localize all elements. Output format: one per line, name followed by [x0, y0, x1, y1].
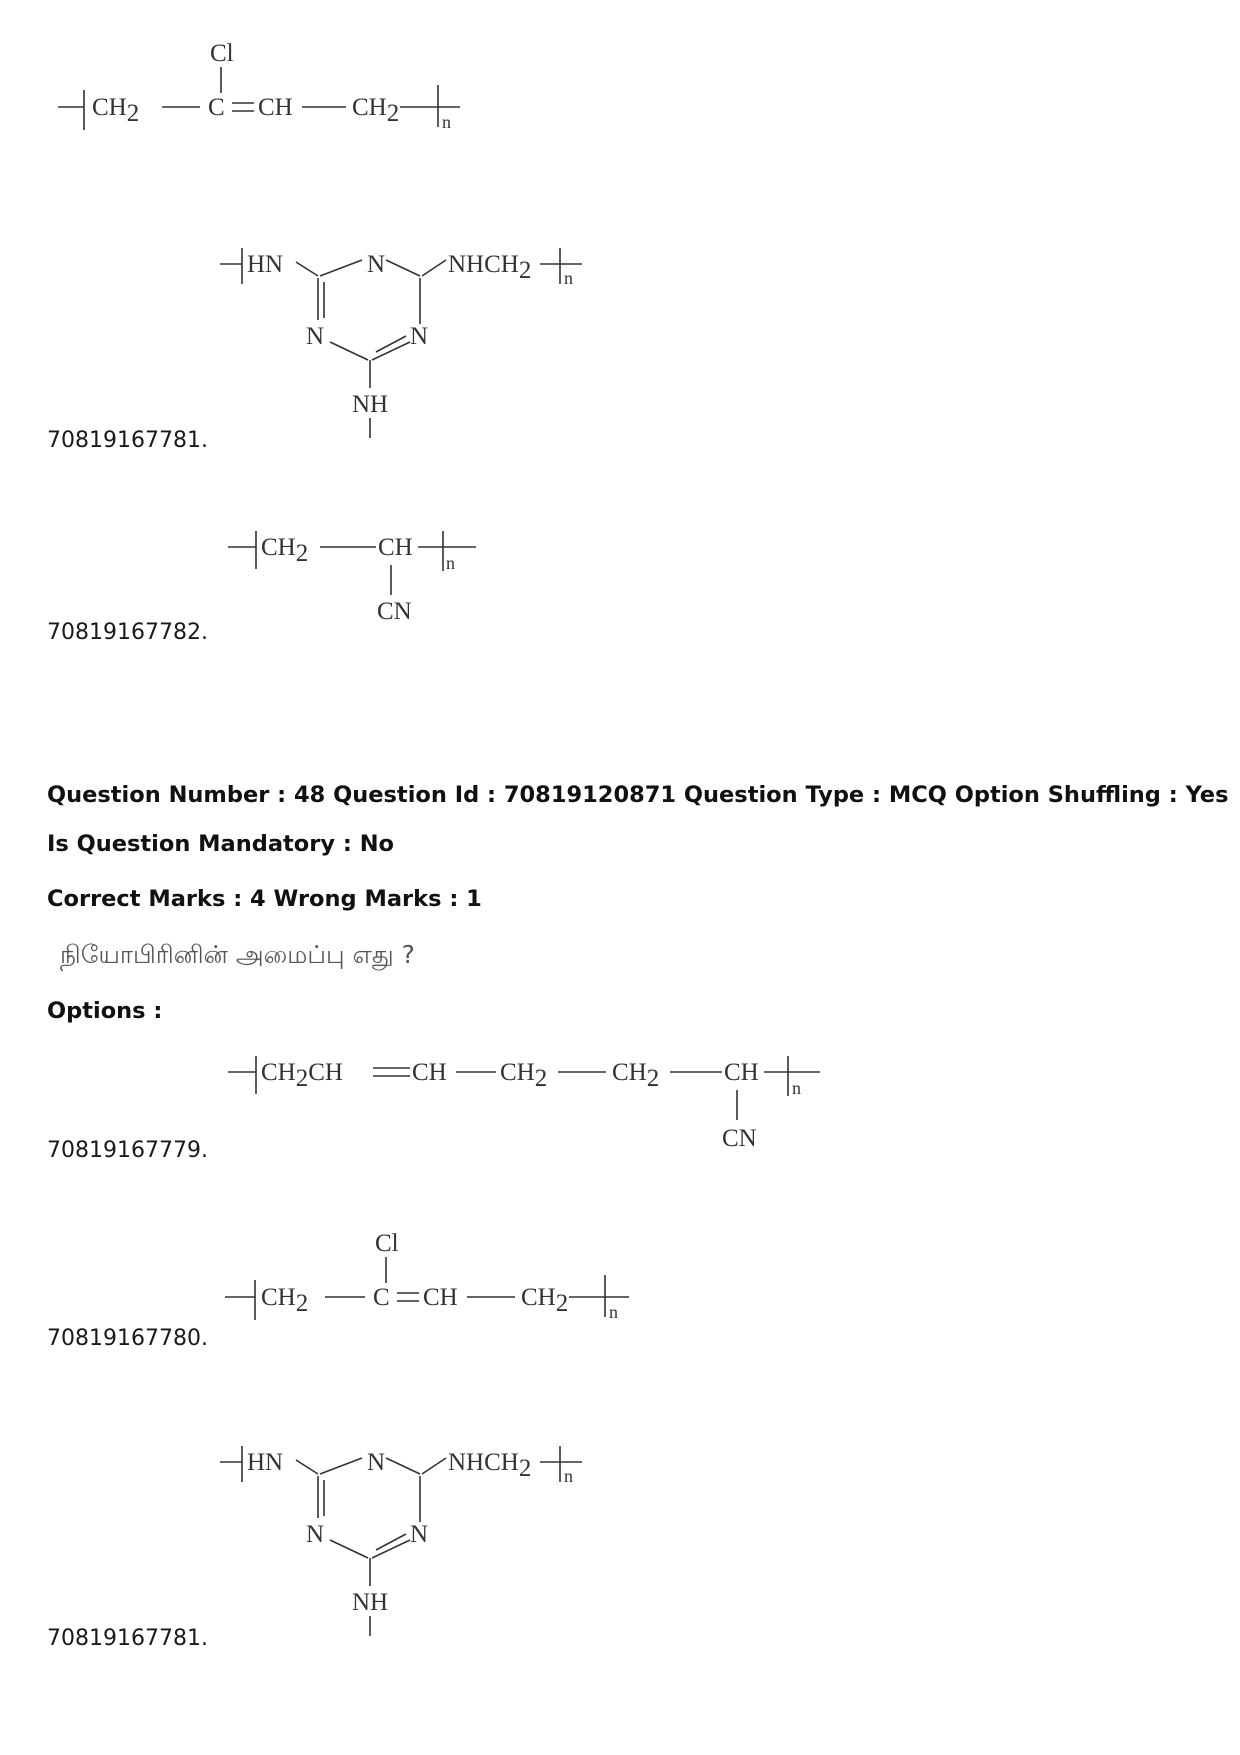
ch-label: CH	[258, 94, 293, 121]
cn-label: CN	[377, 598, 412, 625]
n-subscript: n	[792, 1078, 801, 1098]
ch-label: CH	[423, 1284, 458, 1311]
ch2-label-2: CH2	[352, 94, 400, 127]
option-id: 70819167782.	[47, 620, 208, 645]
ch2-label-2: CH2	[521, 1284, 569, 1317]
option-id: 70819167780.	[47, 1326, 208, 1351]
cn-label: CN	[722, 1125, 757, 1152]
option-1-structure	[228, 1050, 828, 1165]
question-marks: Correct Marks : 4 Wrong Marks : 1	[47, 886, 482, 912]
n-subscript: n	[564, 1466, 573, 1486]
ch-label: CH	[378, 534, 413, 561]
ring-n-top: N	[367, 1449, 386, 1476]
n-subscript: n	[446, 553, 455, 573]
ring-n-left: N	[306, 323, 325, 350]
options-label: Options :	[47, 998, 163, 1024]
option-id: 70819167781.	[47, 428, 208, 453]
question-header: Question Number : 48 Question Id : 70819120871 Question Type : MCQ Option Shuffling : Yes	[47, 782, 1229, 808]
cl-label: Cl	[210, 40, 234, 67]
ch-label: CH	[412, 1059, 447, 1086]
ch-label-2: CH	[724, 1059, 759, 1086]
n-subscript: n	[442, 112, 451, 132]
melamine-structure-top	[220, 240, 600, 440]
ring-n-top: N	[367, 251, 386, 278]
nh-label: NH	[352, 391, 389, 418]
chloroprene-structure-top	[50, 35, 470, 145]
ring-n-right: N	[410, 1521, 429, 1548]
option-id: 70819167781.	[47, 1626, 208, 1651]
option-3-structure	[220, 1438, 600, 1638]
question-mandatory: Is Question Mandatory : No	[47, 831, 394, 857]
nhch2-label: NHCH2	[448, 251, 532, 284]
hn-label: HN	[247, 251, 284, 278]
hn-label: HN	[247, 1449, 284, 1476]
ring-n-left: N	[306, 1521, 325, 1548]
ch2-label: CH2	[261, 1284, 309, 1317]
ch2-label: CH2	[92, 94, 140, 127]
question-text: நியோபிரினின் அமைப்பு எது ?	[60, 940, 415, 969]
c-label: C	[373, 1284, 390, 1311]
ring-n-right: N	[410, 323, 429, 350]
n-subscript: n	[564, 268, 573, 288]
ch2-label: CH2	[500, 1059, 548, 1092]
option-2-structure	[225, 1225, 645, 1335]
nhch2-label: NHCH2	[448, 1449, 532, 1482]
ch2-label: CH2	[261, 534, 309, 567]
cl-label: Cl	[375, 1230, 399, 1257]
n-subscript: n	[609, 1302, 618, 1322]
option-id: 70819167779.	[47, 1138, 208, 1163]
ch2ch-label: CH2CH	[261, 1059, 343, 1092]
polyacrylonitrile-structure	[228, 525, 488, 635]
ch2-label-2: CH2	[612, 1059, 660, 1092]
nh-label: NH	[352, 1589, 389, 1616]
c-label: C	[208, 94, 225, 121]
